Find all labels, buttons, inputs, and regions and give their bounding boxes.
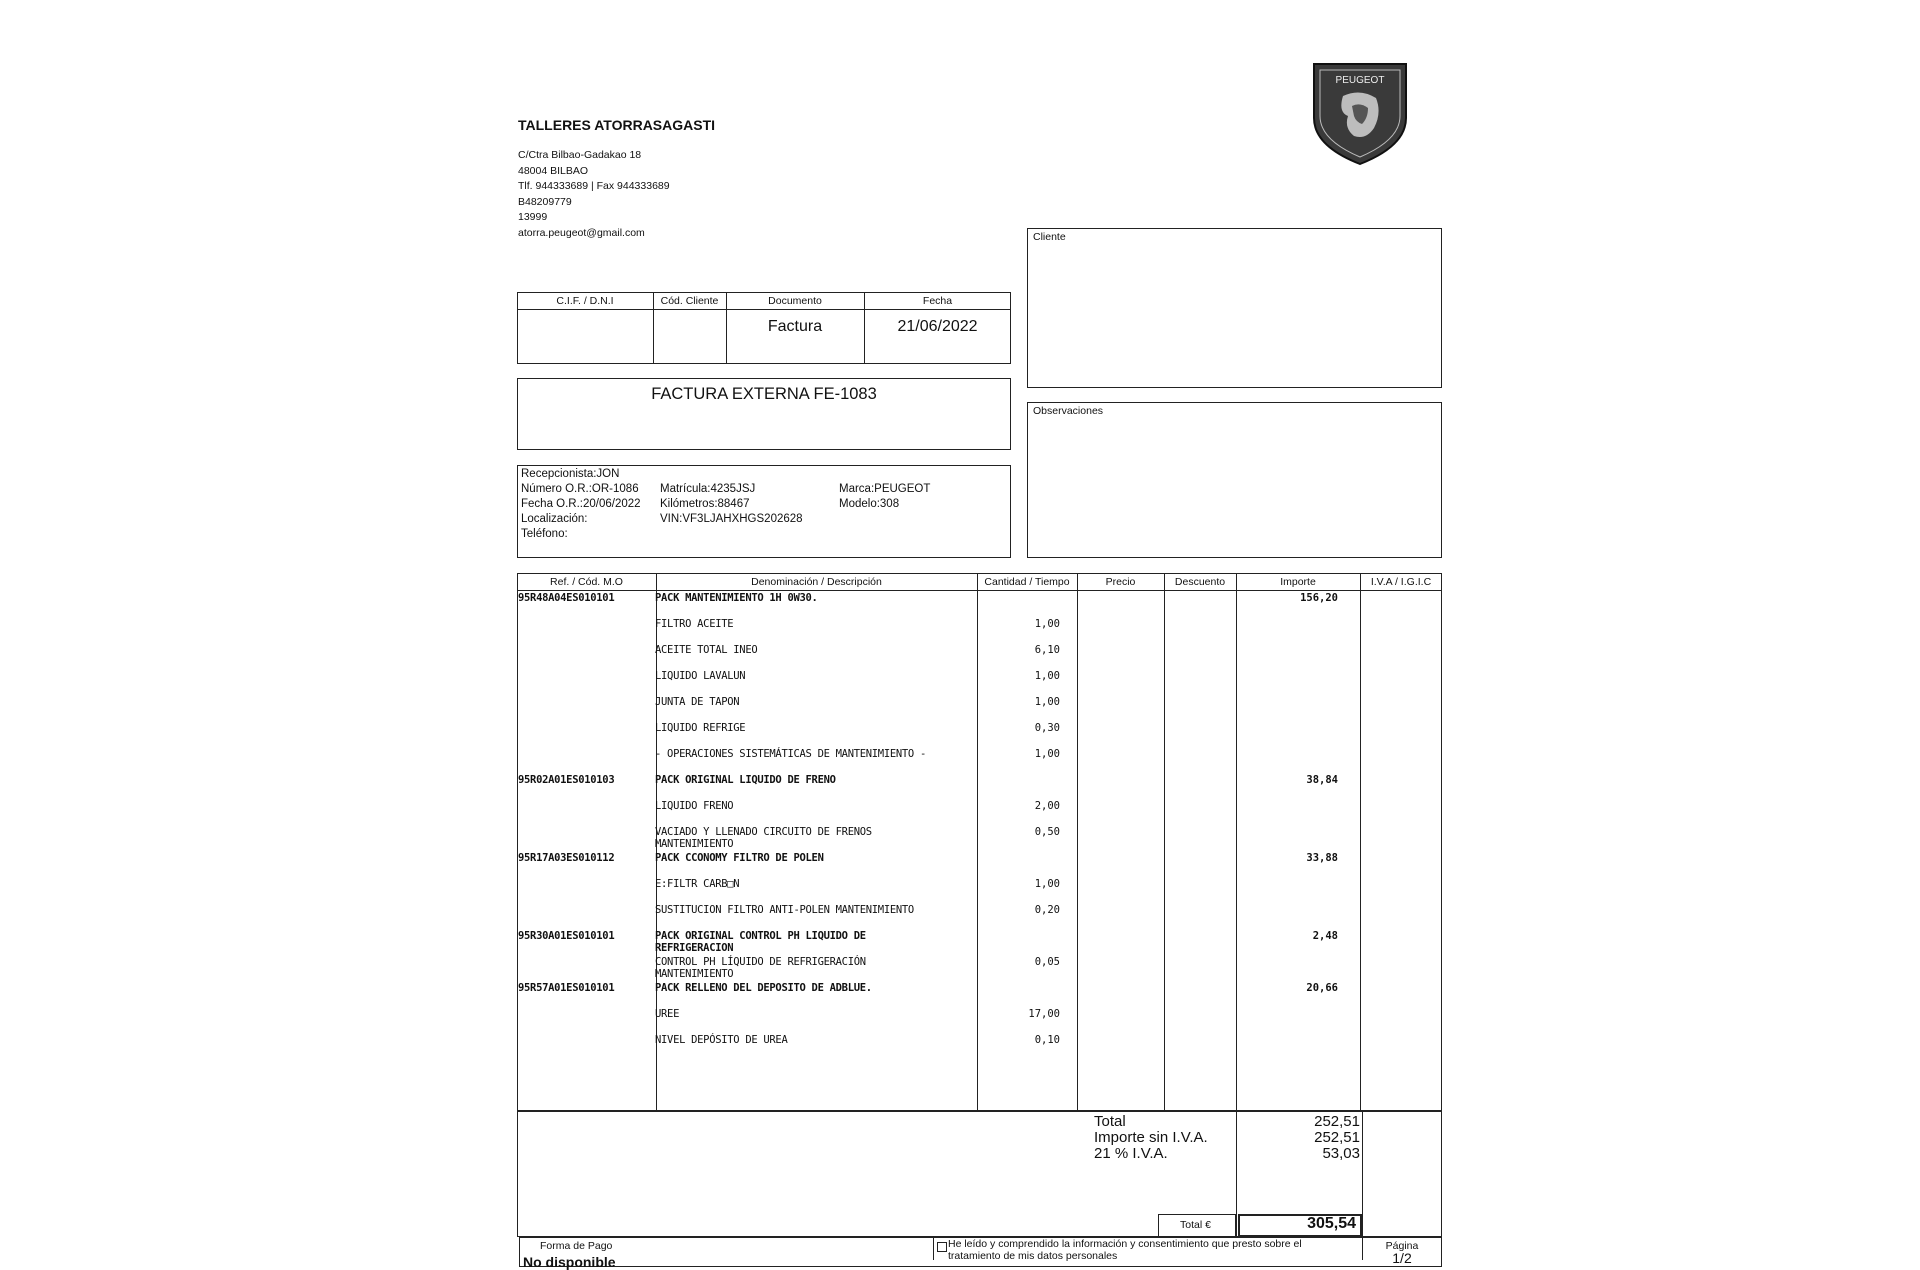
address-line: B48209779 (518, 195, 572, 208)
row-importe: 33,88 (1306, 852, 1338, 864)
vin: VIN:VF3LJAHXHGS202628 (660, 513, 803, 525)
sin-iva-label: Importe sin I.V.A. (1094, 1129, 1208, 1146)
cliente-label: Cliente (1033, 231, 1066, 243)
iva-label: 21 % I.V.A. (1094, 1145, 1168, 1162)
row-desc: E:FILTR CARB□N (655, 878, 740, 890)
address-line: 13999 (518, 211, 548, 223)
th-descuento: Descuento (1174, 576, 1226, 588)
row-desc: PACK MANTENIMIENTO 1H 0W30. (655, 592, 818, 604)
forma-pago-value: No disponible (523, 1254, 616, 1270)
row-qty: 0,05 (1034, 956, 1060, 968)
row-ref: 95R17A03ES010112 (518, 852, 615, 864)
vehicle-info-col1 (521, 467, 641, 542)
th-ref: Ref. / Cód. M.O (550, 576, 623, 588)
forma-pago-label: Forma de Pago (540, 1240, 613, 1252)
row-ref: 95R02A01ES010103 (518, 774, 615, 786)
kilometros: Kilómetros:88467 (660, 498, 750, 510)
cliente-box (1027, 228, 1442, 388)
row-desc: PACK ORIGINAL CONTROL PH LIQUIDO DE REFRIGERACION (655, 930, 866, 954)
row-qty: 6,10 (1034, 644, 1060, 656)
th-precio: Precio (1105, 576, 1136, 588)
address-line: atorra.peugeot@gmail.com (518, 226, 645, 239)
row-desc: PACK RELLENO DEL DEPOSITO DE ADBLUE. (655, 982, 872, 994)
row-desc: ACEITE TOTAL INEO (655, 644, 758, 656)
th-importe: Importe (1280, 576, 1316, 588)
matricula: Matrícula:4235JSJ (660, 483, 756, 495)
row-qty: 1,00 (1034, 696, 1060, 708)
row-desc: JUNTA DE TAPON (655, 696, 740, 708)
row-importe: 20,66 (1306, 982, 1338, 994)
row-ref: 95R57A01ES010101 (518, 982, 615, 994)
row-desc: SUSTITUCION FILTRO ANTI-POLEN MANTENIMIENTO (655, 904, 914, 916)
observaciones-label: Observaciones (1033, 405, 1104, 417)
row-qty: 2,00 (1034, 800, 1060, 812)
marca: Marca:PEUGEOT (839, 483, 931, 495)
col-documento: Documento (768, 295, 822, 307)
address-line: 48004 BILBAO (518, 164, 589, 177)
row-desc: CONTROL PH LÍQUIDO DE REFRIGERACIÓN MANTENIMIENTO (655, 956, 866, 980)
row-qty: 0,30 (1034, 722, 1060, 734)
row-qty: 1,00 (1034, 878, 1060, 890)
address-line: C/Ctra Bilbao-Gadakao 18 (518, 149, 642, 161)
row-ref: 95R30A01ES010101 (518, 930, 615, 942)
address-line: Tlf. 944333689 | Fax 944333689 (518, 180, 670, 192)
row-importe: 156,20 (1300, 592, 1338, 604)
row-ref: 95R48A04ES010101 (518, 592, 615, 604)
total-eur-label: Total € (1180, 1219, 1211, 1231)
row-desc: LIQUIDO FRENO (655, 800, 734, 812)
pagina-label: Página (1385, 1240, 1419, 1252)
th-iva: I.V.A / I.G.I.C (1370, 576, 1432, 588)
col-cod-cliente: Cód. Cliente (660, 295, 719, 307)
row-importe: 2,48 (1312, 930, 1338, 942)
observaciones-box (1027, 402, 1442, 558)
consent-checkbox[interactable] (937, 1242, 947, 1252)
row-qty: 0,20 (1034, 904, 1060, 916)
vehicle-info-col2 (660, 482, 803, 527)
row-desc: UREE (655, 1008, 680, 1020)
col-cif: C.I.F. / D.N.I (556, 295, 614, 307)
numero-or: Número O.R.:OR-1086 (521, 483, 639, 495)
row-desc: - OPERACIONES SISTEMÁTICAS DE MANTENIMIENTO - (655, 748, 926, 760)
totals-labels (1094, 1114, 1208, 1162)
sin-iva-value: 252,51 (1314, 1129, 1360, 1146)
recepcionista: Recepcionista:JON (521, 468, 620, 480)
total-eur-value: 305,54 (1307, 1215, 1356, 1232)
totals-values (1240, 1114, 1360, 1162)
row-qty: 1,00 (1034, 748, 1060, 760)
documento-value: Factura (767, 318, 823, 335)
row-qty: 1,00 (1034, 618, 1060, 630)
invoice-title: FACTURA EXTERNA FE-1083 (651, 385, 877, 403)
pagina-value: 1/2 (1392, 1250, 1412, 1266)
company-name: TALLERES ATORRASAGASTI (518, 117, 716, 133)
th-cantidad: Cantidad / Tiempo (984, 576, 1070, 588)
row-desc: PACK ORIGINAL LIQUIDO DE FRENO (655, 774, 836, 786)
svg-text:PEUGEOT: PEUGEOT (1335, 75, 1385, 86)
modelo: Modelo:308 (839, 498, 900, 510)
col-fecha: Fecha (922, 295, 953, 307)
total-label: Total (1094, 1113, 1126, 1130)
row-desc: FILTRO ACEITE (655, 618, 734, 630)
vehicle-info-col3 (839, 482, 930, 512)
row-desc: LIQUIDO REFRIGE (655, 722, 746, 734)
row-desc: LIQUIDO LAVALUN (655, 670, 746, 682)
iva-value: 53,03 (1322, 1145, 1360, 1162)
fecha-value: 21/06/2022 (897, 318, 978, 335)
telefono: Teléfono: (521, 528, 568, 540)
company-address (518, 148, 670, 241)
row-importe: 38,84 (1306, 774, 1338, 786)
row-desc: PACK CCONOMY FILTRO DE POLEN (655, 852, 824, 864)
fecha-or: Fecha O.R.:20/06/2022 (521, 498, 641, 510)
consent-text: He leído y comprendido la información y consentimiento que presto sobre el tratamiento de mis datos personales (948, 1238, 1302, 1262)
th-desc: Denominación / Descripción (751, 576, 882, 588)
row-qty: 1,00 (1034, 670, 1060, 682)
row-qty: 0,50 (1034, 826, 1060, 838)
row-desc: VACIADO Y LLENADO CIRCUITO DE FRENOS MANTENIMIENTO (655, 826, 872, 850)
peugeot-logo (1308, 58, 1412, 166)
row-qty: 17,00 (1028, 1008, 1060, 1020)
localizacion: Localización: (521, 513, 588, 525)
total-value: 252,51 (1314, 1113, 1360, 1130)
row-qty: 0,10 (1034, 1034, 1060, 1046)
row-desc: NIVEL DEPÓSITO DE UREA (655, 1034, 788, 1046)
